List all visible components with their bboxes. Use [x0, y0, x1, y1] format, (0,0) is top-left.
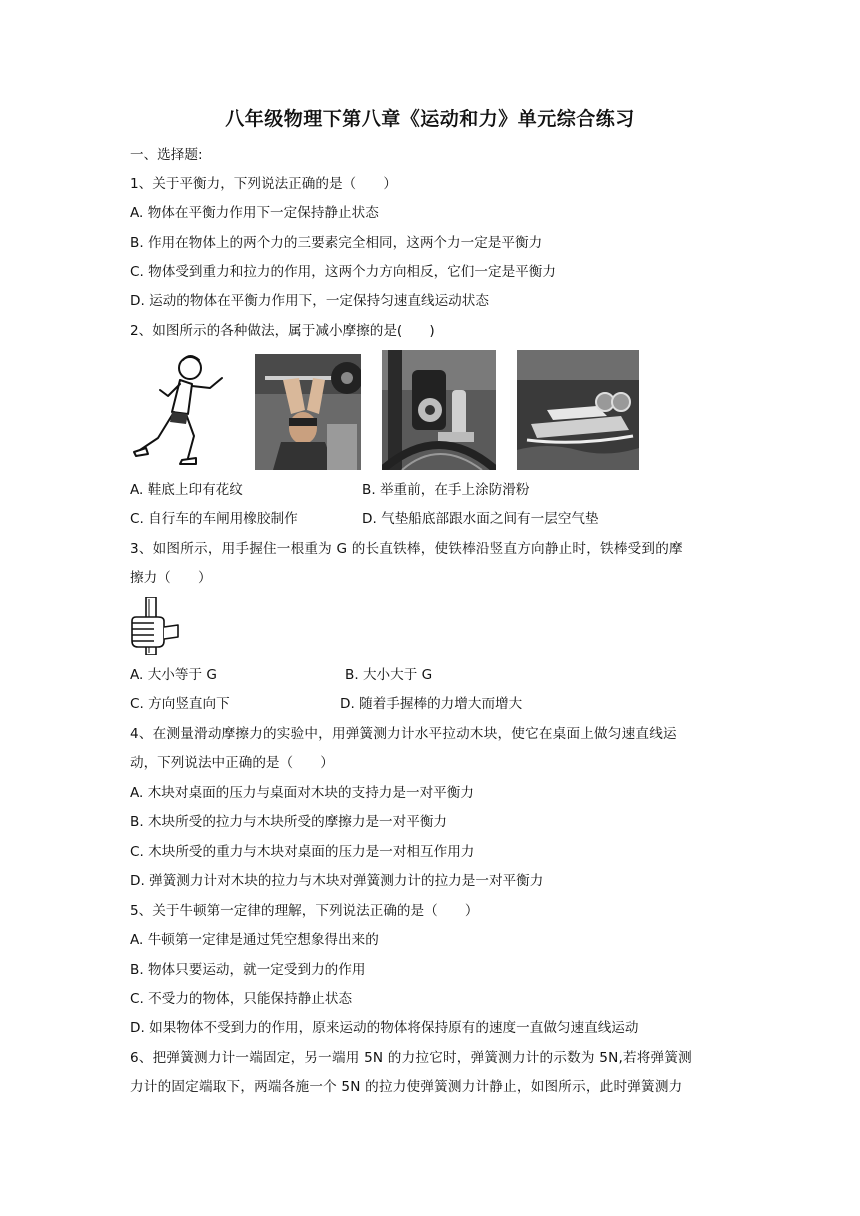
q3-option-b: B. 大小大于 G — [345, 667, 433, 683]
hand-holding-rod-image — [130, 597, 180, 655]
q2-stem: 2、如图所示的各种做法，属于减小摩擦的是( ) — [130, 323, 435, 339]
q3-option-d: D. 随着手握棒的力增大而增大 — [340, 696, 523, 712]
q4-option-a: A. 木块对桌面的压力与桌面对木块的支持力是一对平衡力 — [130, 785, 474, 801]
q2-option-d: D. 气垫船底部跟水面之间有一层空气垫 — [362, 511, 599, 527]
q4-option-c: C. 木块所受的重力与木块对桌面的压力是一对相互作用力 — [130, 844, 475, 860]
q5-stem: 5、关于牛顿第一定律的理解，下列说法正确的是（ ） — [130, 903, 479, 919]
document-title: 八年级物理下第八章《运动和力》单元综合练习 — [225, 108, 635, 130]
q4-option-d: D. 弹簧测力计对木块的拉力与木块对弹簧测力计的拉力是一对平衡力 — [130, 873, 544, 889]
q5-option-b: B. 物体只要运动，就一定受到力的作用 — [130, 962, 366, 978]
q6-stem-line2: 力计的固定端取下，两端各施一个 5N 的拉力使弹簧测力计静止，如图所示，此时弹簧测力 — [130, 1079, 683, 1095]
running-boy-image — [130, 350, 240, 470]
hovercraft-image — [517, 350, 639, 470]
q5-option-a: A. 牛顿第一定律是通过凭空想象得出来的 — [130, 932, 379, 948]
q1-option-a: A. 物体在平衡力作用下一定保持静止状态 — [130, 205, 379, 221]
q2-option-b: B. 举重前，在手上涂防滑粉 — [362, 482, 530, 498]
section-heading: 一、选择题: — [130, 147, 203, 163]
q1-option-b: B. 作用在物体上的两个力的三要素完全相同，这两个力一定是平衡力 — [130, 235, 543, 251]
q4-stem-line1: 4、在测量滑动摩擦力的实验中，用弹簧测力计水平拉动木块，使它在桌面上做匀速直线运 — [130, 726, 677, 742]
q3-stem-line2: 擦力（ ） — [130, 570, 212, 586]
bicycle-brake-image — [382, 350, 496, 470]
q5-option-c: C. 不受力的物体，只能保持静止状态 — [130, 991, 353, 1007]
q5-option-d: D. 如果物体不受到力的作用，原来运动的物体将保持原有的速度一直做匀速直线运动 — [130, 1020, 639, 1036]
q3-option-c: C. 方向竖直向下 — [130, 696, 230, 712]
q1-stem: 1、关于平衡力，下列说法正确的是（ ） — [130, 176, 397, 192]
q1-option-c: C. 物体受到重力和拉力的作用，这两个力方向相反，它们一定是平衡力 — [130, 264, 556, 280]
weightlifter-image — [255, 354, 361, 470]
q2-option-a: A. 鞋底上印有花纹 — [130, 482, 243, 498]
q2-option-c: C. 自行车的车闸用橡胶制作 — [130, 511, 298, 527]
q4-stem-line2: 动，下列说法中正确的是（ ） — [130, 755, 334, 771]
q6-stem-line1: 6、把弹簧测力计一端固定，另一端用 5N 的力拉它时，弹簧测力计的示数为 5N,若将弹簧测 — [130, 1050, 692, 1066]
q3-stem-line1: 3、如图所示，用手握住一根重为 G 的长直铁棒，使铁棒沿竖直方向静止时，铁棒受到的摩 — [130, 541, 683, 557]
q3-option-a: A. 大小等于 G — [130, 667, 217, 683]
q1-option-d: D. 运动的物体在平衡力作用下，一定保持匀速直线运动状态 — [130, 293, 489, 309]
q4-option-b: B. 木块所受的拉力与木块所受的摩擦力是一对平衡力 — [130, 814, 448, 830]
